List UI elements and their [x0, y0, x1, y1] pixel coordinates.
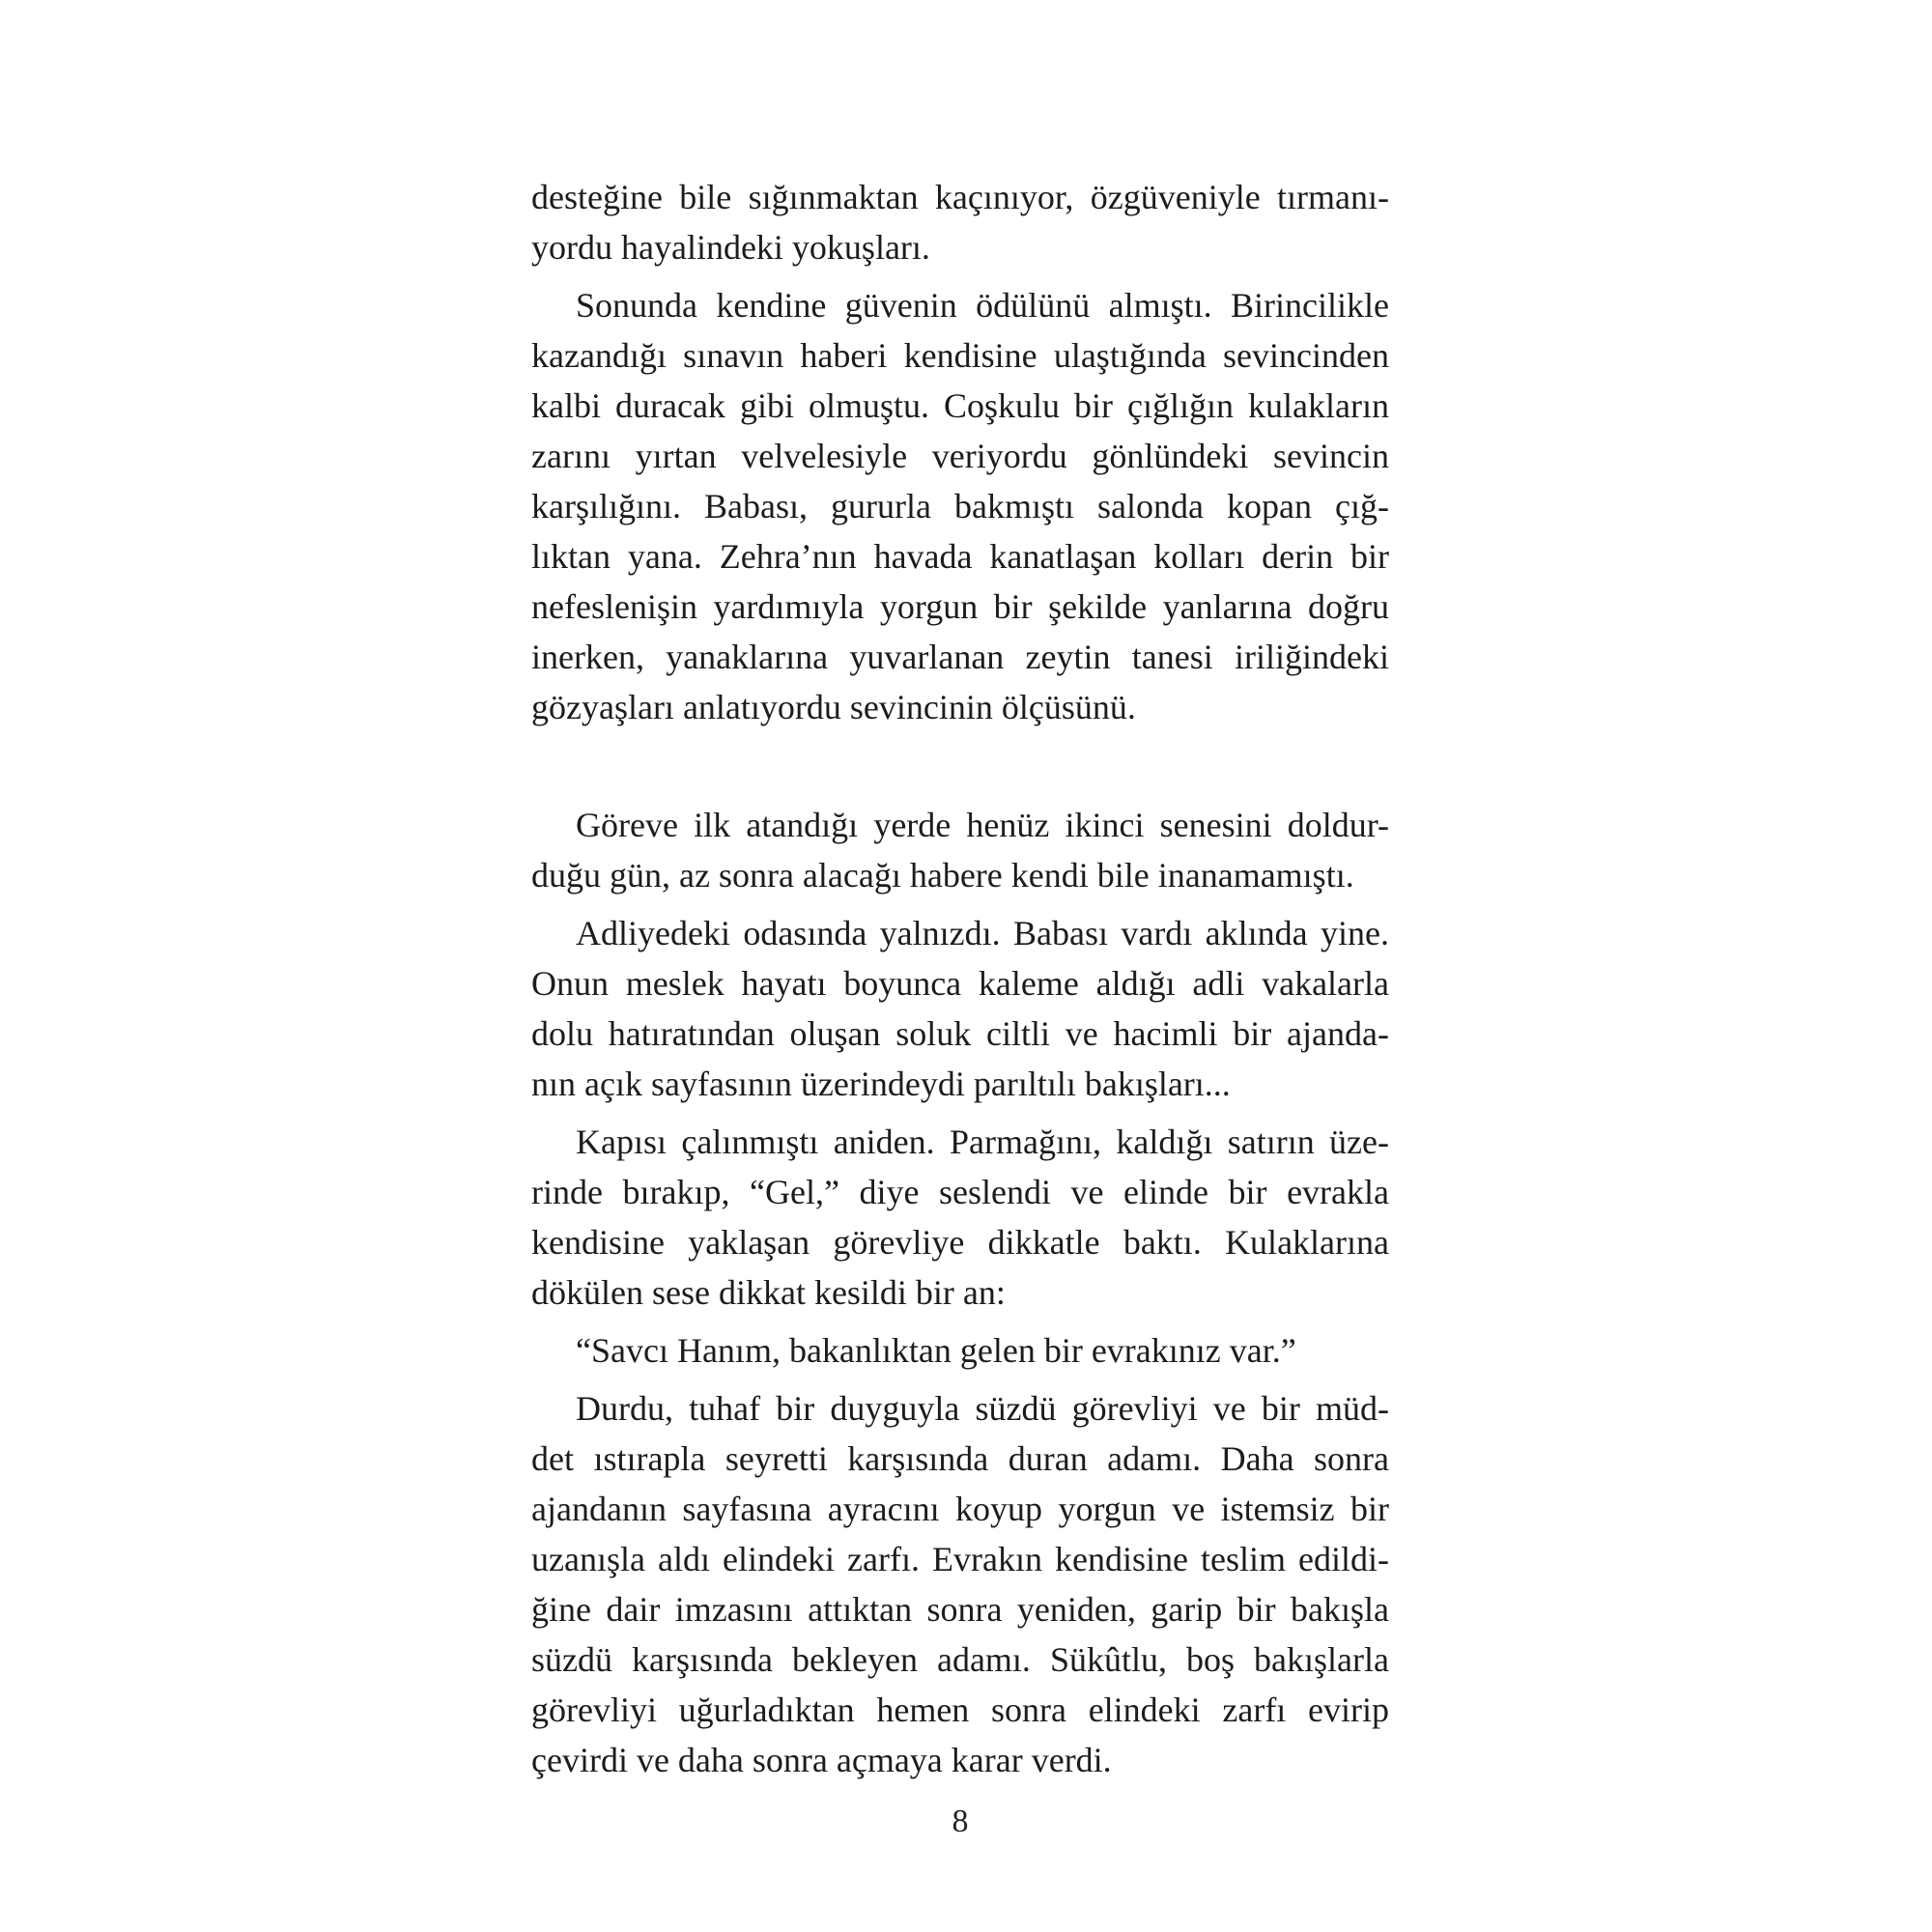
paragraph	[531, 280, 1389, 732]
text-line: çevirdi ve daha sonra açmaya karar verdi.	[531, 1741, 1112, 1779]
paragraph	[531, 172, 1389, 272]
text-line: nın açık sayfasının üzerindeydi parıltılı bakışları...	[531, 1065, 1231, 1103]
page-number: 8	[952, 1804, 969, 1839]
text-line: “Savcı Hanım, bakanlıktan gelen bir evrakınız var.”	[576, 1331, 1296, 1370]
text-line: kendisine yaklaşan görevliye dikkatle baktı. Kulaklarına	[531, 1223, 1389, 1262]
text-line: det ıstırapla seyretti karşısında duran adamı. Daha sonra	[531, 1439, 1389, 1478]
text-column	[531, 172, 1389, 1785]
text-line: desteğine bile sığınmaktan kaçınıyor, özgüveniyle tırmanı-	[531, 178, 1389, 216]
text-line: süzdü karşısında bekleyen adamı. Sükûtlu, boş bakışlarla	[531, 1640, 1389, 1679]
text-line: Göreve ilk atandığı yerde henüz ikinci senesini doldur-	[576, 806, 1389, 844]
text-line: karşılığını. Babası, gururla bakmıştı salonda kopan çığ-	[531, 487, 1389, 526]
paragraph	[531, 800, 1389, 900]
text-line: uzanışla aldı elindeki zarfı. Evrakın kendisine teslim edildi-	[531, 1540, 1389, 1578]
text-line: Adliyedeki odasında yalnızdı. Babası vardı aklında yine.	[576, 914, 1389, 952]
paragraph	[531, 1325, 1389, 1376]
text-line: duğu gün, az sonra alacağı habere kendi bile inanamamıştı.	[531, 856, 1354, 895]
paragraph	[531, 1383, 1389, 1785]
text-line: dolu hatıratından oluşan soluk ciltli ve hacimli bir ajanda-	[531, 1014, 1389, 1053]
text-line: dökülen sese dikkat kesildi bir an:	[531, 1273, 1006, 1312]
text-line: yordu hayalindeki yokuşları.	[531, 228, 930, 267]
text-line: ğine dair imzasını attıktan sonra yeniden, garip bir bakışla	[531, 1590, 1389, 1629]
text-line: lıktan yana. Zehra’nın havada kanatlaşan kolları derin bir	[531, 537, 1389, 576]
text-line: Onun meslek hayatı boyunca kaleme aldığı adli vakalarla	[531, 964, 1389, 1003]
paragraph	[531, 908, 1389, 1109]
text-line: kalbi duracak gibi olmuştu. Coşkulu bir çığlığın kulakların	[531, 386, 1389, 425]
text-line: Kapısı çalınmıştı aniden. Parmağını, kaldığı satırın üze-	[576, 1122, 1389, 1161]
text-line: zarını yırtan velvelesiyle veriyordu gönlündeki sevincin	[531, 437, 1389, 475]
text-line: ajandanın sayfasına ayracını koyup yorgun ve istemsiz bir	[531, 1490, 1389, 1528]
paragraph	[531, 1117, 1389, 1318]
text-line: görevliyi uğurladıktan hemen sonra elindeki zarfı evirip	[531, 1690, 1389, 1729]
text-line: kazandığı sınavın haberi kendisine ulaştığında sevincinden	[531, 336, 1389, 375]
text-line: inerken, yanaklarına yuvarlanan zeytin tanesi iriliğindeki	[531, 638, 1389, 676]
text-line: Sonunda kendine güvenin ödülünü almıştı. Birincilikle	[576, 286, 1389, 325]
text-line: Durdu, tuhaf bir duyguyla süzdü görevliyi ve bir müd-	[576, 1389, 1389, 1428]
text-line: gözyaşları anlatıyordu sevincinin ölçüsünü.	[531, 688, 1136, 726]
text-line: nefeslenişin yardımıyla yorgun bir şekilde yanlarına doğru	[531, 587, 1389, 626]
text-line: rinde bırakıp, “Gel,” diye seslendi ve elinde bir evrakla	[531, 1173, 1389, 1211]
